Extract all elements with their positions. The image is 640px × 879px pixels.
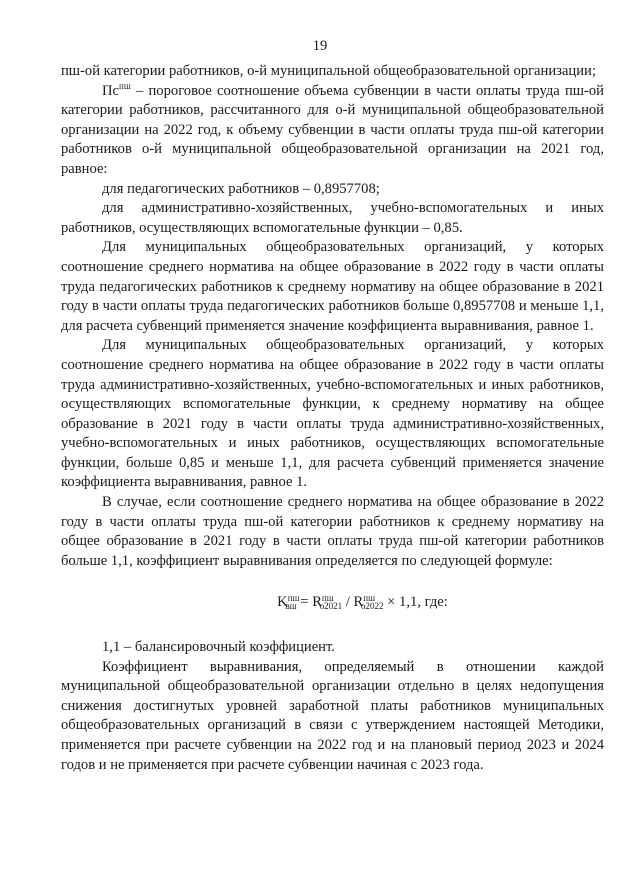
formula-k-subscript: вш bbox=[285, 601, 297, 612]
paragraph-5: Для муниципальных общеобразовательных организаций, у которых соотношение среднего норматива на общее образование в 2022 году в части оплаты труда педагогических работников к среднему нормативу на общее образование в 2021 году в части оплаты труда педагогических работников больше 0,8957708 и меньше 1,1, для расчета субвенций применяется значение коэффициента выравнивания, равное 1. bbox=[61, 239, 604, 334]
paragraph-8: 1,1 – балансировочный коэффициент. bbox=[102, 639, 335, 656]
paragraph-3: для педагогических работников – 0,8957708; bbox=[102, 180, 380, 197]
formula-r1-superscript: пш bbox=[321, 593, 334, 604]
formula-divide: / bbox=[342, 594, 354, 611]
paragraph-7: В случае, если соотношение среднего норматива на общее образование в 2022 году в части оплаты труда пш-ой категории работников к среднему нормативу на общее образование в 2021 году в части оплаты труда пш-ой категории работников больше 1,1, коэффициент выравнивания определяется по следующей формуле: bbox=[61, 494, 604, 569]
paragraph-9: Коэффициент выравнивания, определяемый в отношении каждой муниципальной общеобразовательной организации отдельно в целях недопущения снижения достигнутых уровней заработной платы работников муниципальных общеобразовательных организаций в связи с утверждением настоящей Методики, применяется при расчете субвенции на 2022 год и на плановый период 2023 и 2024 годов и не применяется при расчете субвенции начиная с 2023 года. bbox=[61, 658, 604, 773]
paragraph-2-text: – пороговое соотношение объема субвенции в части оплаты труда пш-ой категории работников, рассчитанного для о-й муниципальной общеобразовательной организации на 2022 год, к объему субвенции в части оплаты труда пш-ой категории работников о-й муниципальной общеобразовательной организации на 2021 год, равное: bbox=[61, 82, 604, 177]
equalization-formula bbox=[61, 593, 604, 614]
formula-tail: × 1,1, где: bbox=[383, 594, 448, 611]
formula-k-superscript: пш bbox=[287, 593, 300, 604]
formula-r2-subscript: о2022 bbox=[361, 601, 384, 612]
formula-r1: R bbox=[312, 594, 322, 611]
paragraph-4: для административно-хозяйственных, учебно-вспомогательных и иных работников, осуществляющих вспомогательные функции – 0,85. bbox=[61, 200, 604, 236]
paragraph-1: пш-ой категории работников, о-й муниципальной общеобразовательной организации; bbox=[61, 63, 596, 79]
formula-r1-indices bbox=[319, 593, 343, 614]
formula-r2-indices bbox=[363, 593, 383, 614]
threshold-symbol-superscript: пш bbox=[119, 80, 131, 91]
paragraph-6: Для муниципальных общеобразовательных организаций, у которых соотношение среднего норматива на общее образование в 2022 году в части оплаты труда административно-хозяйственных, учебно-вспомогательных и иных работников, осуществляющих вспомогательные функции, к среднему нормативу на общее образование в 2021 году в части оплаты труда административно-хозяйственных, учебно-вспомогательных и иных работников, осуществляющих вспомогательные функции, больше 0,85 и меньше 1,1, для расчета субвенций применяется значение коэффициента выравнивания, равное 1. bbox=[61, 337, 604, 491]
threshold-symbol: Пс bbox=[102, 82, 120, 99]
formula-equals: = bbox=[296, 594, 313, 611]
page-number: 19 bbox=[312, 38, 328, 54]
formula-r2-superscript: пш bbox=[363, 593, 376, 604]
formula-r1-subscript: о2021 bbox=[319, 601, 343, 612]
paragraph-2 bbox=[61, 82, 604, 180]
document-body bbox=[61, 62, 604, 775]
formula-k-indices bbox=[285, 593, 300, 614]
formula-k: K bbox=[277, 594, 288, 611]
formula-r2: R bbox=[353, 594, 364, 611]
